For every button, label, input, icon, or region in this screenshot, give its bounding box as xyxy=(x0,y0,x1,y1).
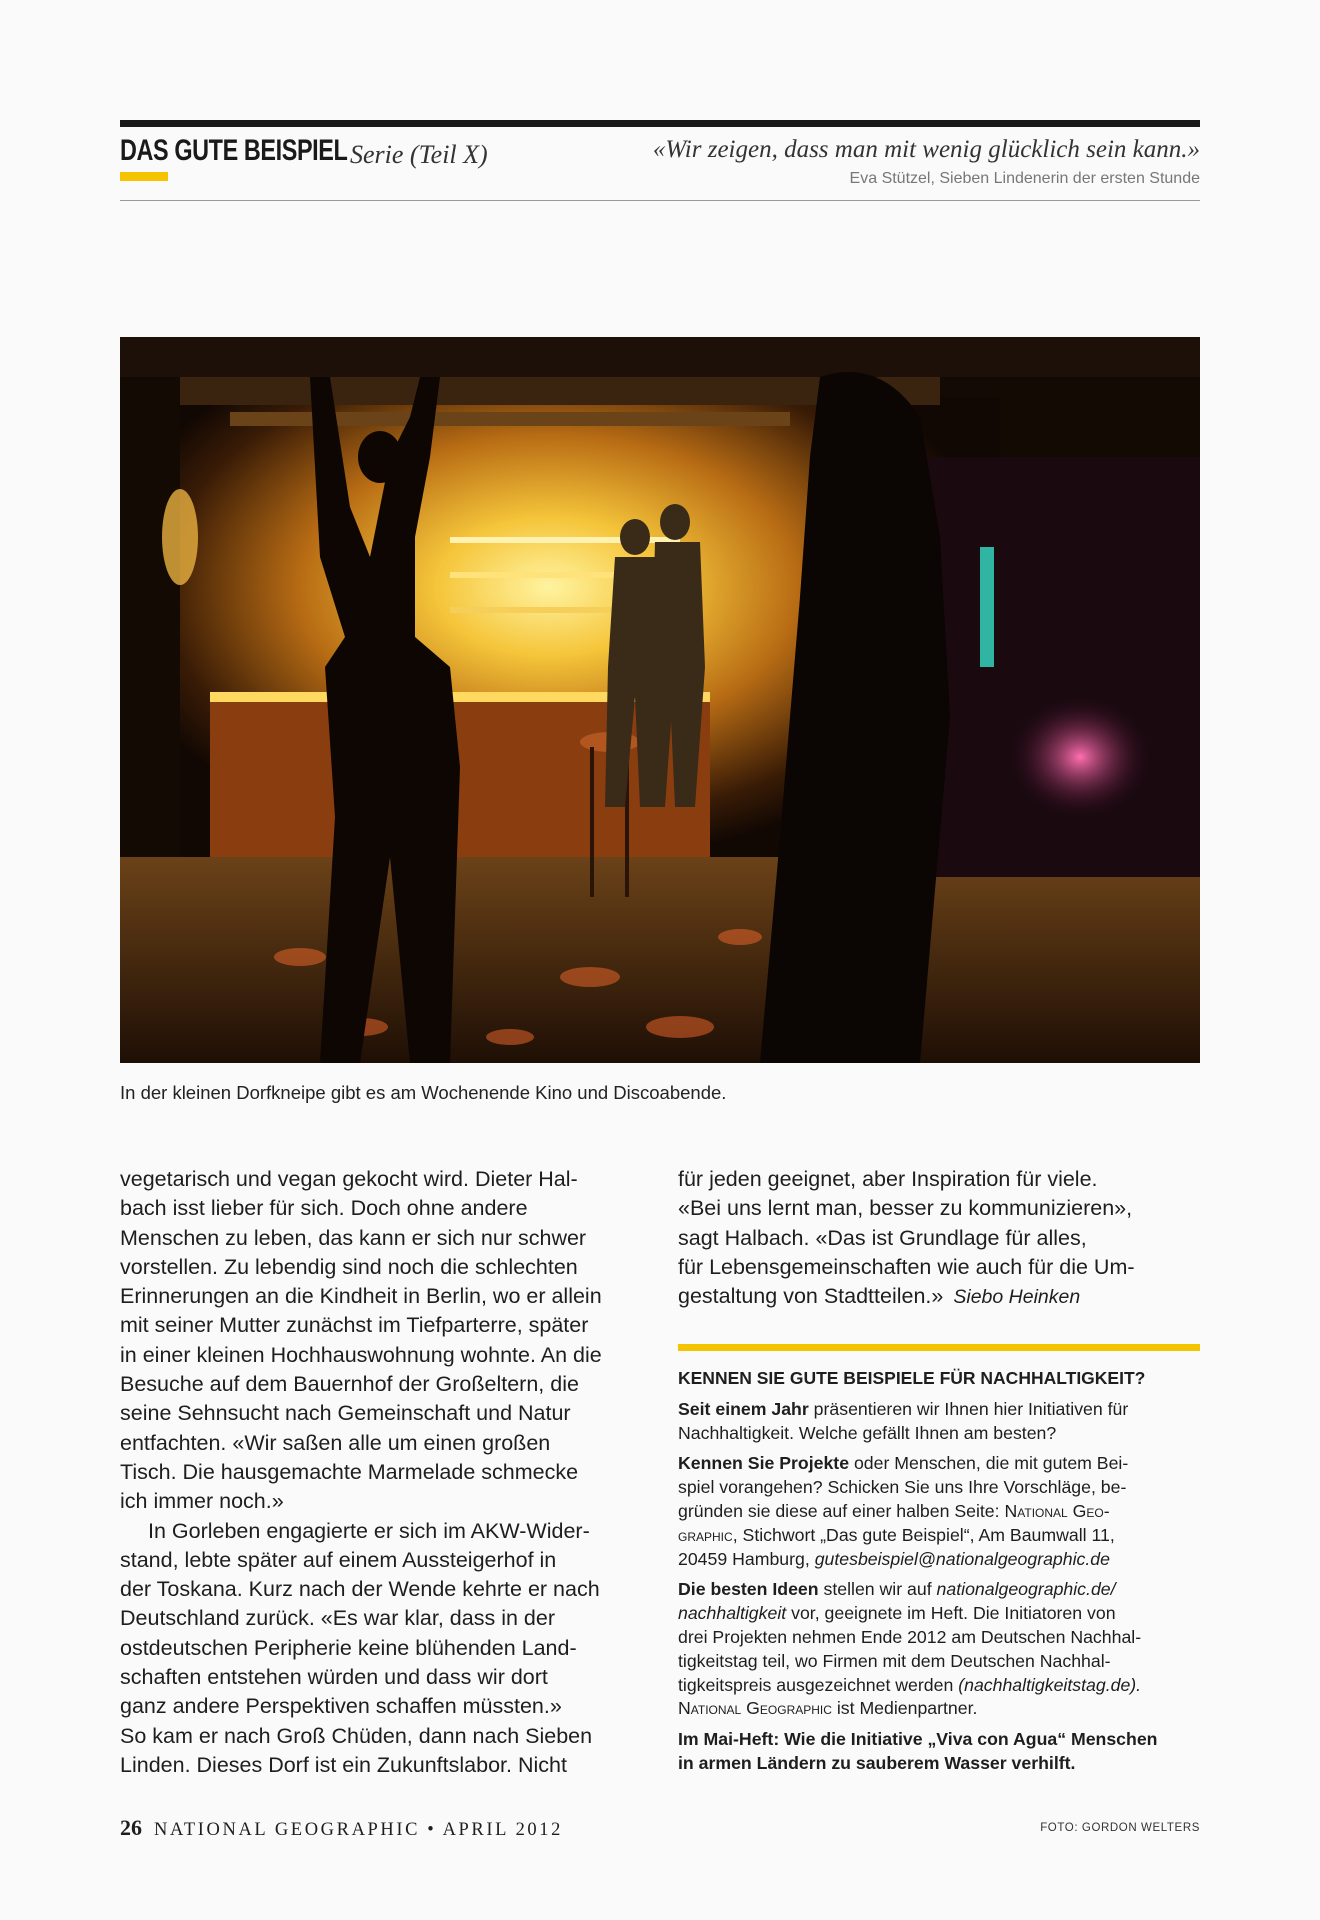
box-paragraph-1 xyxy=(678,1398,1200,1446)
body-line: bach isst lieber für sich. Doch ohne andere xyxy=(120,1196,528,1221)
box-text: ist Medienpartner. xyxy=(836,1698,978,1719)
publication-name: graphic xyxy=(678,1524,733,1545)
box-yellow-rule xyxy=(678,1344,1200,1351)
box-lead: Die besten Ideen xyxy=(678,1579,819,1600)
body-line: entfachten. «Wir saßen alle um einen großen xyxy=(120,1430,551,1455)
publication-name: National Geo- xyxy=(1004,1500,1110,1521)
quote-attribution: Eva Stützel, Sieben Lindenerin der ersten Stunde xyxy=(849,170,1200,187)
body-line: vorstellen. Zu lebendig sind noch die schlechten xyxy=(120,1254,578,1279)
photo-credit: FOTO: GORDON WELTERS xyxy=(1040,1822,1200,1834)
publication-line: NATIONAL GEOGRAPHIC • APRIL 2012 xyxy=(154,1820,563,1840)
page-number: 26 xyxy=(120,1815,142,1840)
publication-name: National Geographic xyxy=(678,1698,832,1719)
body-line-last xyxy=(678,1282,1208,1312)
box-text: tigkeitstag teil, wo Firmen mit dem Deutschen Nachhal- xyxy=(678,1650,1111,1671)
body-line: «Bei uns lernt man, besser zu kommunizieren», xyxy=(678,1196,1133,1221)
body-line: Besuche auf dem Bauernhof der Großeltern, die xyxy=(120,1372,579,1397)
info-box xyxy=(678,1367,1200,1783)
body-line: ostdeutschen Peripherie keine blühenden Land- xyxy=(120,1635,577,1660)
body-line: sagt Halbach. «Das ist Grundlage für alles, xyxy=(678,1225,1087,1250)
box-text: präsentieren wir Ihnen hier Initiativen für xyxy=(813,1398,1129,1419)
box-text: oder Menschen, die mit gutem Bei- xyxy=(853,1453,1129,1474)
series-title: DAS GUTE BEISPIEL xyxy=(120,134,348,167)
box-text: , Stichwort „Das gute Beispiel“, Am Baumwall 11, xyxy=(732,1524,1115,1545)
header-top-rule xyxy=(120,120,1200,127)
body-line: In Gorleben engagierte er sich im AKW-Wider- xyxy=(148,1518,590,1543)
body-line-text: gestaltung von Stadtteilen.» xyxy=(678,1284,944,1309)
body-line: für jeden geeignet, aber Inspiration für viele. xyxy=(678,1167,1098,1191)
box-text: tigkeitspreis ausgezeichnet werden xyxy=(678,1674,954,1695)
body-line: ganz andere Perspektiven schaffen müssten.» xyxy=(120,1694,562,1719)
body-line: der Toskana. Kurz nach der Wende kehrte er nach xyxy=(120,1577,600,1602)
body-line: Tisch. Die hausgemachte Marmelade schmecke xyxy=(120,1459,579,1484)
body-line: vegetarisch und vegan gekocht wird. Dieter Hal- xyxy=(120,1167,578,1191)
page-footer xyxy=(120,1815,563,1841)
box-text: Im Mai-Heft: Wie die Initiative „Viva con Agua“ Menschen xyxy=(678,1729,1158,1750)
body-line: für Lebensgemeinschaften wie auch für die Um- xyxy=(678,1254,1135,1279)
box-text: in armen Ländern zu sauberem Wasser verhilft. xyxy=(678,1752,1076,1773)
website-link[interactable]: nachhaltigkeit xyxy=(678,1603,787,1624)
website-link[interactable]: (nachhaltigkeitstag.de). xyxy=(958,1674,1142,1695)
box-lead: Kennen Sie Projekte xyxy=(678,1453,850,1474)
box-text: Nachhaltigkeit. Welche gefällt Ihnen am besten? xyxy=(678,1422,1057,1443)
box-heading: KENNEN SIE GUTE BEISPIELE FÜR NACHHALTIGKEIT? xyxy=(678,1368,1146,1388)
box-text: drei Projekten nehmen Ende 2012 am Deutschen Nachhal- xyxy=(678,1626,1142,1647)
header-bottom-rule xyxy=(120,200,1200,201)
website-link[interactable]: nationalgeographic.de/ xyxy=(936,1579,1116,1600)
header-quote: «Wir zeigen, dass man mit wenig glücklich sein kann.» xyxy=(652,136,1200,163)
yellow-accent-tab xyxy=(120,172,168,181)
body-line: ich immer noch.» xyxy=(120,1489,284,1514)
body-line: schaften entstehen würden und dass wir dort xyxy=(120,1665,548,1690)
box-lead: Seit einem Jahr xyxy=(678,1398,809,1419)
body-line: Deutschland zurück. «Es war klar, dass in der xyxy=(120,1606,555,1631)
body-line: in einer kleinen Hochhauswohnung wohnte. An die xyxy=(120,1342,602,1367)
body-line: Menschen zu leben, das kann er sich nur schwer xyxy=(120,1225,587,1250)
body-line: mit seiner Mutter zunächst im Tiefparterre, später xyxy=(120,1313,589,1338)
box-paragraph-2 xyxy=(678,1452,1200,1571)
photo-dorfkneipe xyxy=(120,337,1200,1063)
body-line: Linden. Dieses Dorf ist ein Zukunftslabor. Nicht xyxy=(120,1752,567,1777)
box-text: vor, geeignete im Heft. Die Initiatoren von xyxy=(791,1603,1116,1624)
article-author: Siebo Heinken xyxy=(953,1286,1081,1309)
article-column-right xyxy=(678,1165,1208,1312)
body-line: Erinnerungen an die Kindheit in Berlin, wo er allein xyxy=(120,1284,602,1309)
box-text: 20459 Hamburg, xyxy=(678,1548,810,1569)
body-line: stand, lebte später auf einem Aussteigerhof in xyxy=(120,1547,557,1572)
body-line: seine Sehnsucht nach Gemeinschaft und Natur xyxy=(120,1401,571,1426)
article-column-left xyxy=(120,1165,650,1780)
box-paragraph-3 xyxy=(678,1578,1200,1721)
email-link[interactable]: gutesbeispiel@nationalgeographic.de xyxy=(814,1548,1110,1569)
photo-caption: In der kleinen Dorfkneipe gibt es am Wochenende Kino und Discoabende. xyxy=(120,1082,727,1103)
body-line: So kam er nach Groß Chüden, dann nach Sieben xyxy=(120,1723,593,1748)
box-text: stellen wir auf xyxy=(823,1579,932,1600)
box-text: gründen sie diese auf einer halben Seite: xyxy=(678,1500,1000,1521)
box-text: spiel vorangehen? Schicken Sie uns Ihre Vorschläge, be- xyxy=(678,1477,1127,1498)
series-subtitle: Serie (Teil X) xyxy=(350,140,488,169)
box-paragraph-4 xyxy=(678,1728,1200,1776)
